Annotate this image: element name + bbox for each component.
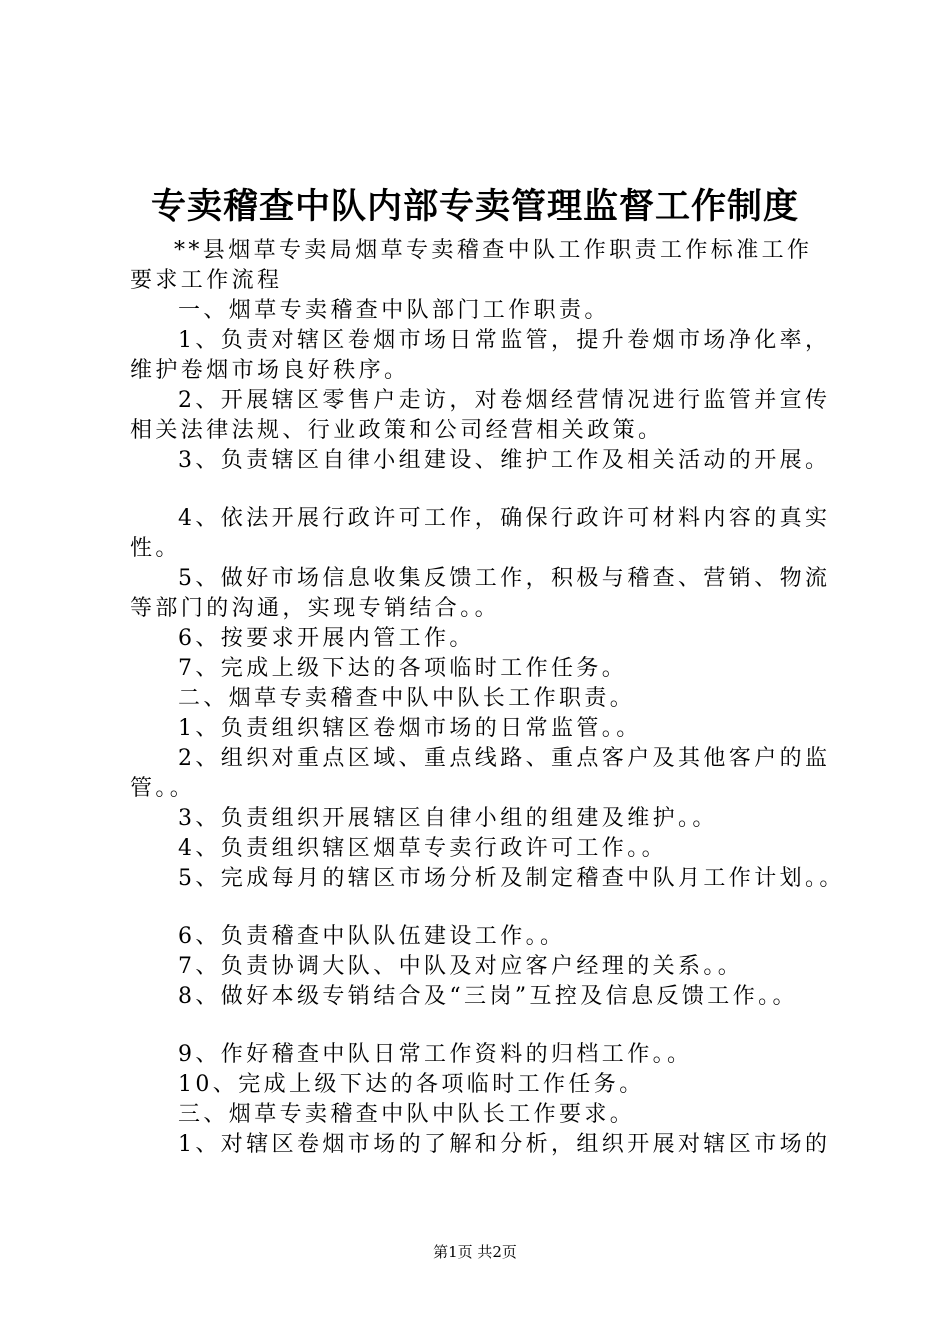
section-heading: 一、烟草专卖稽查中队部门工作职责。 xyxy=(178,298,610,323)
paragraph-line: 要求工作流程 xyxy=(130,268,283,293)
paragraph-line: 维护卷烟市场良好秩序。 xyxy=(130,358,410,383)
paragraph-line: 1、负责对辖区卷烟市场日常监管，提升卷烟市场净化率， xyxy=(178,328,831,353)
paragraph-line: 7、完成上级下达的各项临时工作任务。 xyxy=(178,656,628,681)
paragraph-line: 3、负责组织开展辖区自律小组的组建及维护。。 xyxy=(178,806,718,831)
paragraph-line: 3、负责辖区自律小组建设、维护工作及相关活动的开展。 xyxy=(178,448,831,473)
paragraph-line: 6、负责稽查中队队伍建设工作。。 xyxy=(178,924,566,949)
paragraph-line: 性。 xyxy=(130,536,181,561)
section-heading: 二、烟草专卖稽查中队中队长工作职责。 xyxy=(178,686,636,711)
blank-line xyxy=(130,894,830,922)
document-body xyxy=(130,236,845,1160)
paragraph-line: 4、依法开展行政许可工作，确保行政许可材料内容的真实 xyxy=(178,506,831,531)
paragraph-line: 9、作好稽查中队日常工作资料的归档工作。。 xyxy=(178,1042,693,1067)
paragraph-line: **县烟草专卖局烟草专卖稽查中队工作职责工作标准工作 xyxy=(174,238,813,263)
paragraph-line: 等部门的沟通，实现专销结合。。 xyxy=(130,596,501,621)
paragraph-line: 2、开展辖区零售户走访，对卷烟经营情况进行监管并宣传 xyxy=(178,388,831,413)
paragraph-line: 管。。 xyxy=(130,776,196,801)
paragraph-line: 2、组织对重点区域、重点线路、重点客户及其他客户的监 xyxy=(178,746,831,771)
paragraph-line: 1、对辖区卷烟市场的了解和分析，组织开展对辖区市场的 xyxy=(178,1132,831,1157)
paragraph-line: 1、负责组织辖区卷烟市场的日常监管。。 xyxy=(178,716,642,741)
section-heading: 三、烟草专卖稽查中队中队长工作要求。 xyxy=(178,1102,636,1127)
paragraph-line: 7、负责协调大队、中队及对应客户经理的关系。。 xyxy=(178,954,744,979)
document-title: 专卖稽查中队内部专卖管理监督工作制度 xyxy=(150,187,799,227)
paragraph-line: 6、按要求开展内管工作。 xyxy=(178,626,475,651)
paragraph-line: 10、完成上级下达的各项临时工作任务。 xyxy=(178,1072,645,1097)
paragraph-line: 5、完成每月的辖区市场分析及制定稽查中队月工作计划。。 xyxy=(178,866,845,891)
blank-line xyxy=(130,476,830,504)
paragraph-line: 4、负责组织辖区烟草专卖行政许可工作。。 xyxy=(178,836,667,861)
paragraph-line: 相关法律法规、行业政策和公司经营相关政策。 xyxy=(130,418,664,443)
blank-line xyxy=(130,1012,830,1040)
paragraph-line: 8、做好本级专销结合及“三岗”互控及信息反馈工作。。 xyxy=(178,984,798,1009)
paragraph-line: 5、做好市场信息收集反馈工作，积极与稽查、营销、物流 xyxy=(178,566,831,591)
page-number-footer: 第1页 共2页 xyxy=(433,1243,517,1261)
